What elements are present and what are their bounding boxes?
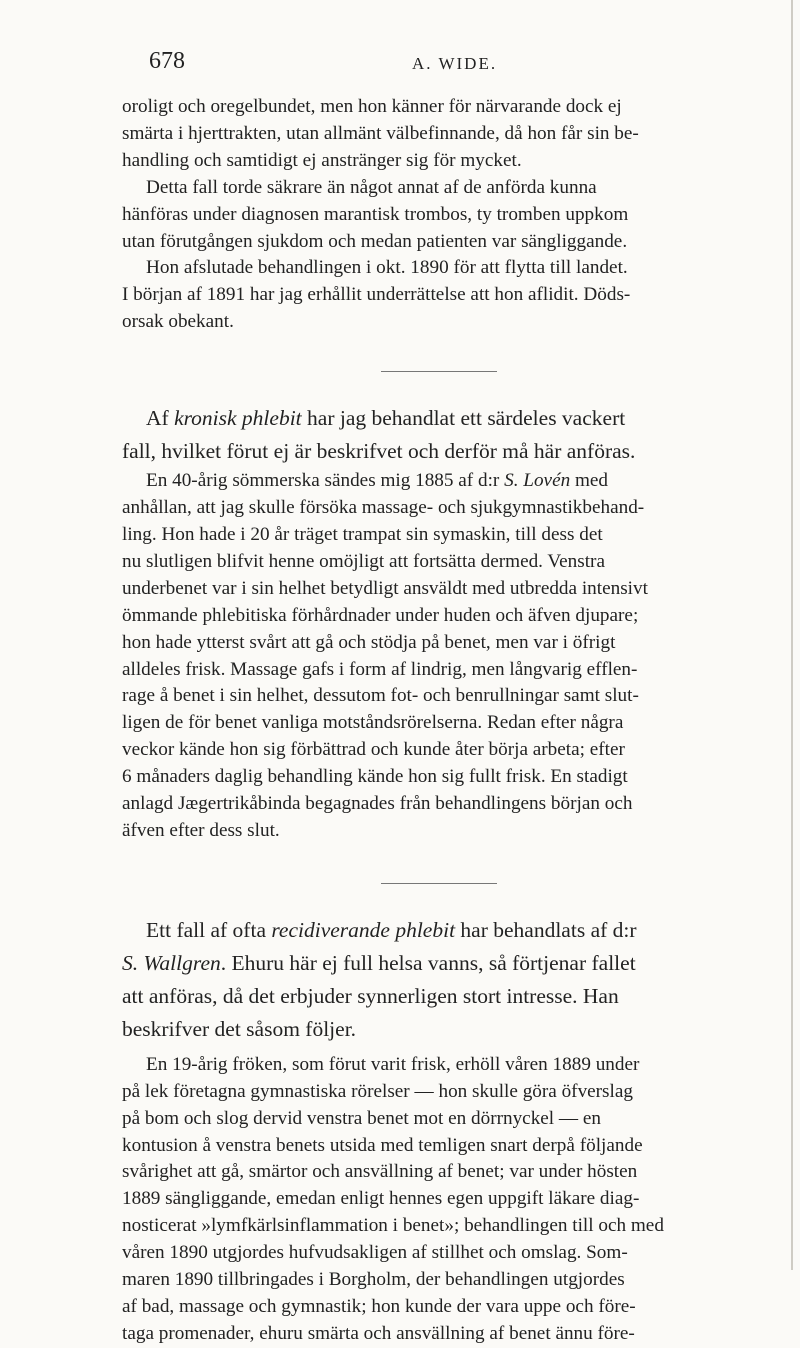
text-line: äfven efter dess slut. [122,819,280,841]
page-body [122,94,792,1348]
emphasis-term: kronisk phlebit [174,406,302,431]
text-line: på lek företagna gymnastiska rörelser — hon skulle göra öfverslag [122,1080,633,1102]
text-line: rage å benet i sin helhet, dessutom fot- och benrullningar samt slut- [122,685,639,707]
paragraph-continuation [122,94,792,336]
section-divider [381,883,497,884]
text-line: Hon afslutade behandlingen i okt. 1890 för att flytta till landet. [146,257,628,279]
text-line: 1889 sängliggande, emedan enligt hennes egen uppgift läkare diag- [122,1188,640,1210]
text-line: Af kronisk phlebit har jag behandlat ett särdeles vackert [146,406,626,431]
text-line: fall, hvilket förut ej är beskrifvet och derför må här anföras. [122,439,636,464]
text-line: oroligt och oregelbundet, men hon känner för närvarande dock ej [122,96,622,117]
text-line: En 19-årig fröken, som förut varit frisk, erhöll våren 1889 under [146,1053,640,1075]
emphasis-term: recidiverande phlebit [271,917,456,942]
text-line: ling. Hon hade i 20 år träget trampat sin symaskin, till dess det [122,523,603,545]
running-head: A. WIDE. [412,54,498,73]
text-line: våren 1890 utgjordes hufvudsakligen af stillhet och omslag. Som- [122,1242,628,1264]
text-line: maren 1890 tillbringades i Borgholm, der behandlingen utgjordes [122,1269,625,1291]
section-divider [381,371,497,372]
text-line: anlagd Jægertrikåbinda begagnades från behandlingens början och [122,793,633,815]
text-line: anhållan, att jag skulle försöka massage- och sjukgymnastikbehand- [122,497,645,519]
text-line: alldeles frisk. Massage gafs i form af lindrig, men långvarig efflen- [122,658,638,680]
text-line: nosticerat »lymfkärlsinflammation i benet»; behandlingen till och med [122,1215,664,1237]
text-line: underbenet var i sin helhet betydligt ansväldt med utbredda intensivt [122,577,648,599]
text-line: utan förutgången sjukdom och medan patienten var sängliggande. [122,230,628,252]
text-line: S. Wallgren. Ehuru här ej full helsa vanns, så förtjenar fallet [122,950,636,975]
section-intro [122,914,792,1046]
text-line: hänföras under diagnosen marantisk trombos, ty tromben uppkom [122,203,629,225]
text-line: I början af 1891 har jag erhållit underrättelse att hon aflidit. Döds- [122,284,631,306]
doctor-name: S. Lovén [504,470,571,492]
text-line: att anföras, då det erbjuder synnerligen stort intresse. Han [122,983,619,1008]
doctor-name: S. Wallgren [122,950,221,975]
text-line: handling och samtidigt ej anstränger sig för mycket. [122,149,522,171]
text-line: ömmande phlebitiska förhårdnader under huden och äfven djupare; [122,604,639,626]
case-description [122,468,792,845]
text-line: orsak obekant. [122,311,234,333]
text-line: smärta i hjerttrakten, utan allmänt välbefinnande, då hon får sin be- [122,122,639,144]
text-line: 6 månaders daglig behandling kände hon sig fullt frisk. En stadigt [122,766,628,788]
text-line: ligen de för benet vanliga motståndsrörelserna. Redan efter några [122,712,624,734]
text-line: Ett fall af ofta recidiverande phlebit har behandlats af d:r [146,917,637,942]
text-line: nu slutligen blifvit henne omöjligt att fortsätta dermed. Venstra [122,550,605,572]
text-line: beskrifver det såsom följer. [122,1016,357,1041]
text-line: på bom och slog dervid venstra benet mot en dörrnyckel — en [122,1107,602,1129]
page-number: 678 [149,48,185,74]
text-line: svårighet att gå, smärtor och ansvällning af benet; var under hösten [122,1161,638,1183]
text-line: Detta fall torde säkrare än något annat af de anförda kunna [146,176,597,198]
case-description [122,1052,792,1348]
text-line: hon hade ytterst svårt att gå och stödja på benet, men var i öfrigt [122,631,616,653]
text-line: af bad, massage och gymnastik; hon kunde der vara uppe och före- [122,1296,636,1317]
text-line: taga promenader, ehuru smärta och ansvällning af benet ännu före- [122,1322,635,1344]
text-line: En 40-årig sömmerska sändes mig 1885 af d:r S. Lovén med [146,470,609,492]
page-header [122,48,722,78]
text-line: kontusion å venstra benets utsida med temligen snart derpå följande [122,1134,643,1156]
section-intro [122,402,792,468]
text-line: veckor kände hon sig förbättrad och kunde åter börja arbeta; efter [122,739,625,761]
